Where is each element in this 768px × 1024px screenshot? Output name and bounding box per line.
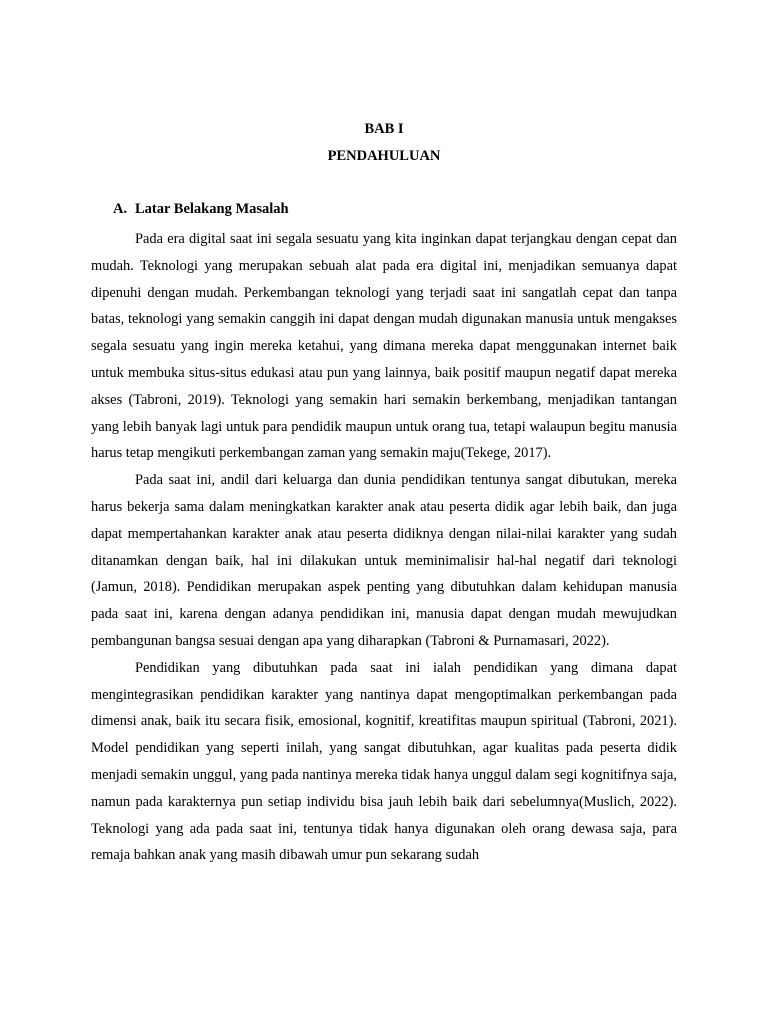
chapter-label: BAB I xyxy=(364,121,404,137)
chapter-title: PENDAHULUAN xyxy=(327,148,441,164)
paragraph: Pada era digital saat ini segala sesuatu yang kita inginkan dapat terjangkau dengan cepat dan mudah. Teknologi yang merupakan sebuah alat pada era digital ini, menjadikan semuanya dapat dipenuhi dengan mudah. Perkembangan teknologi yang terjadi saat ini sangatlah cepat dan tanpa batas, teknologi yang semakin canggih ini dapat dengan mudah digunakan manusia untuk mengakses segala sesuatu yang ingin mereka ketahui, yang dimana mereka dapat menggunakan internet baik untuk membuka situs-situs edukasi atau pun yang lainnya, baik positif maupun negatif dapat mereka akses (Tabroni, 2019). Teknologi yang semakin hari semakin berkembang, menjadikan tantangan yang lebih banyak lagi untuk para pendidik maupun untuk orang tua, tetapi walaupun begitu manusia harus tetap mengikuti perkembangan zaman yang semakin maju(Tekege, 2017). xyxy=(91,231,677,462)
section-marker: A. xyxy=(113,201,128,217)
section-heading-text: Latar Belakang Masalah xyxy=(135,201,289,217)
body-text xyxy=(91,226,677,869)
paragraph: Pendidikan yang dibutuhkan pada saat ini ialah pendidikan yang dimana dapat mengintegrasikan pendidikan karakter yang nantinya dapat mengoptimalkan perkembangan pada dimensi anak, baik itu secara fisik, emosional, kognitif, kreatifitas maupun spiritual (Tabroni, 2021). Model pendidikan yang seperti inilah, yang sangat dibutuhkan, agar kualitas pada peserta didik menjadi semakin unggul, yang pada nantinya mereka tidak hanya unggul dalam segi kognitifnya saja, namun pada karakternya pun setiap individu bisa jauh lebih baik dari sebelumnya(Muslich, 2022). Teknologi yang ada pada saat ini, tentunya tidak hanya digunakan oleh orang dewasa saja, para remaja bahkan anak yang masih dibawah umur pun sekarang sudah xyxy=(91,659,677,864)
section-heading xyxy=(113,200,289,218)
paragraph: Pada saat ini, andil dari keluarga dan dunia pendidikan tentunya sangat dibutukan, mereka harus bekerja sama dalam meningkatkan karakter anak atau peserta didik agar lebih baik, dan juga dapat mempertahankan karakter anak atau peserta didiknya dengan nilai-nilai karakter yang sudah ditanamkan dengan baik, hal ini dilakukan untuk meminimalisir hal-hal negatif dari teknologi (Jamun, 2018). Pendidikan merupakan aspek penting yang dibutuhkan dalam kehidupan manusia pada saat ini, karena dengan adanya pendidikan ini, manusia dapat dengan mudah mewujudkan pembangunan bangsa sesuai dengan apa yang diharapkan (Tabroni & Purnamasari, 2022). xyxy=(91,472,677,649)
